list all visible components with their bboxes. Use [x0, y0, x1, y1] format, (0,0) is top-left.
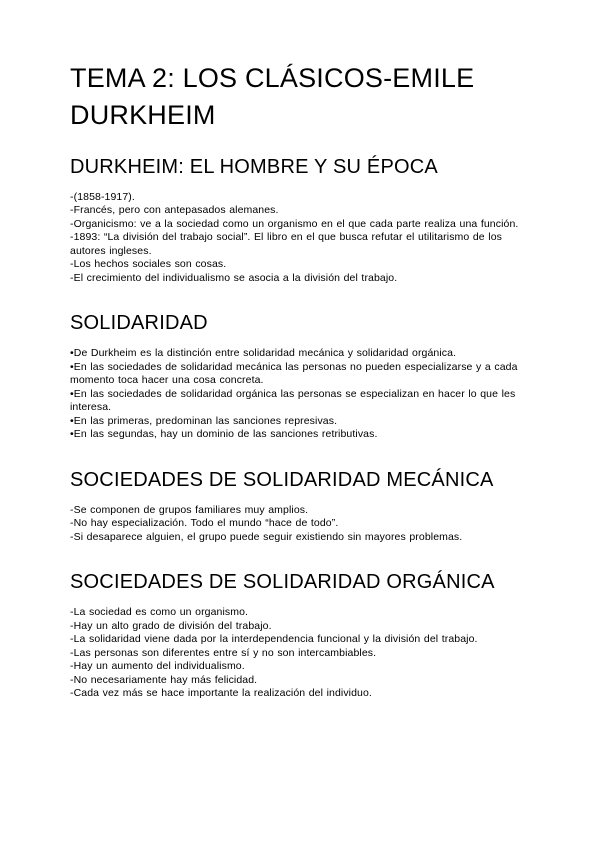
text-line: •En las segundas, hay un dominio de las sanciones retributivas.	[70, 428, 378, 440]
section-solidaridad-mecanica	[70, 468, 536, 545]
text-line: -La sociedad es como un organismo.	[70, 606, 249, 618]
text-line: •En las primeras, predominan las sanciones represivas.	[70, 414, 338, 427]
text-line: -Cada vez más se hace importante la realización del individuo.	[70, 687, 372, 699]
section-solidaridad-organica	[70, 570, 536, 701]
section-body	[70, 504, 536, 545]
text-line: -(1858-1917).	[70, 190, 135, 203]
text-line: -Los hechos sociales son cosas.	[70, 258, 227, 270]
text-line: -Hay un aumento del individualismo.	[70, 660, 245, 672]
section-heading: DURKHEIM: EL HOMBRE Y SU ÉPOCA	[70, 155, 438, 178]
text-line: -Hay un alto grado de división del trabajo.	[70, 619, 272, 632]
section-body	[70, 191, 536, 286]
text-line: -La solidaridad viene dada por la interdependencia funcional y la división del trabajo.	[70, 633, 478, 645]
text-line: •En las sociedades de solidaridad mecánica las personas no pueden especializarse y a cada momento toca hacer una cosa concreta.	[70, 360, 518, 386]
text-line: -Las personas son diferentes entre sí y no son intercambiables.	[70, 646, 377, 659]
section-heading: SOCIEDADES DE SOLIDARIDAD ORGÁNICA	[70, 571, 495, 593]
text-line: -No necesariamente hay más felicidad.	[70, 673, 258, 686]
section-solidaridad	[70, 311, 536, 442]
text-line: -1893: “La división del trabajo social”. El libro en el que busca refutar el utilitarismo de los autores ingleses.	[70, 231, 502, 257]
text-line: -Se componen de grupos familiares muy amplios.	[70, 503, 309, 516]
section-body	[70, 347, 536, 442]
text-line: •En las sociedades de solidaridad orgánica las personas se especializan en hacer lo que les interesa.	[70, 387, 516, 413]
page-title: TEMA 2: LOS CLÁSICOS-EMILE DURKHEIM	[70, 63, 475, 131]
section-heading: SOLIDARIDAD	[70, 312, 208, 334]
text-line: -El crecimiento del individualismo se asocia a la división del trabajo.	[70, 271, 398, 284]
section-body	[70, 606, 536, 701]
text-line: •De Durkheim es la distinción entre solidaridad mecánica y solidaridad orgánica.	[70, 347, 457, 359]
section-heading: SOCIEDADES DE SOLIDARIDAD MECÁNICA	[70, 468, 494, 491]
text-line: -Francés, pero con antepasados alemanes.	[70, 204, 279, 216]
text-line: -No hay especialización. Todo el mundo “hace de todo”.	[70, 517, 339, 529]
text-line: -Organicismo: ve a la sociedad como un organismo en el que cada parte realiza una función.	[70, 217, 519, 230]
section-durkheim-el-hombre	[70, 155, 536, 286]
text-line: -Si desaparece alguien, el grupo puede seguir existiendo sin mayores problemas.	[70, 530, 463, 543]
